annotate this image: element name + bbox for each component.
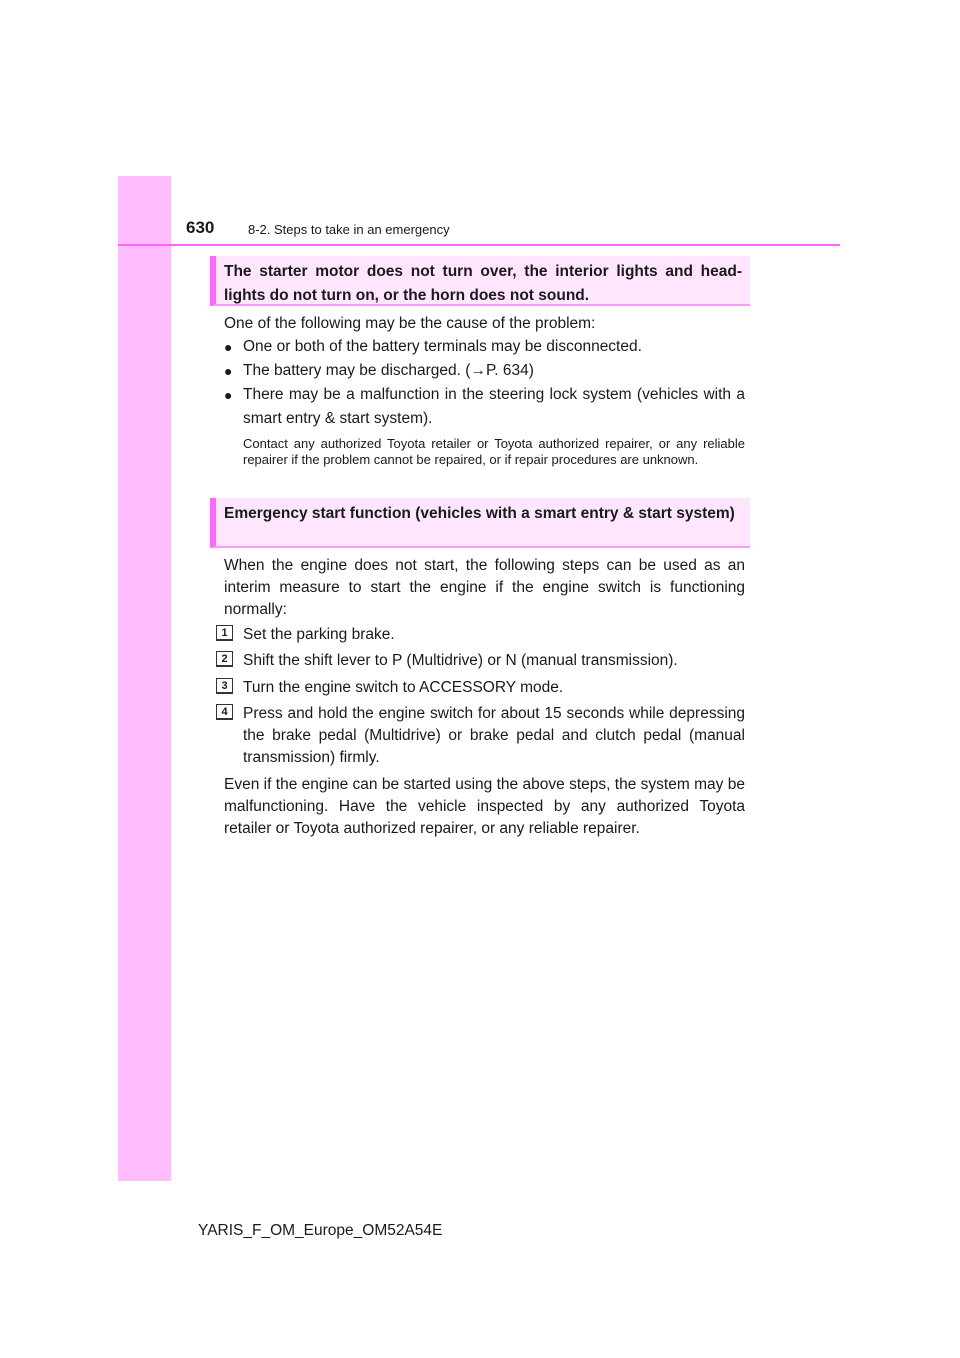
step-item [216, 650, 745, 672]
heading-emergency-start: Emergency start function (vehicles with a smart entry & start system) [210, 498, 750, 548]
bullet-icon: ● [224, 363, 233, 379]
section2-closing: Even if the engine can be started using the above steps, the system may be malfunctioning. Have the vehicle inspected by any authorized Toyota retailer or Toyota authorized repairer, or any reliable repairer. [224, 776, 745, 837]
bullet-text: One or both of the battery terminals may be disconnected. [243, 338, 642, 355]
section2-intro: When the engine does not start, the following steps can be used as an interim measure to start the engine if the engine switch is functioning normally: [224, 557, 745, 618]
header-divider [118, 244, 840, 246]
step-number-badge: 4 [216, 704, 233, 720]
footer-document-code: YARIS_F_OM_Europe_OM52A54E [198, 1222, 443, 1239]
step-item [216, 624, 745, 646]
repair-note: Contact any authorized Toyota retailer or Toyota authorized repairer, or any reliable repairer if the problem cannot be repaired, or if repair procedures are unknown. [243, 436, 745, 467]
list-item [224, 335, 745, 359]
step-number-badge: 1 [216, 625, 233, 641]
section-title: 8-2. Steps to take in an emergency [248, 222, 450, 237]
step-text: Set the parking brake. [243, 626, 395, 643]
chapter-sidebar-tab [118, 176, 171, 1181]
bullet-text: The battery may be discharged. (→P. 634) [243, 362, 534, 379]
step-number-badge: 2 [216, 651, 233, 667]
heading-starter-motor: The starter motor does not turn over, the interior lights and head-lights do not turn on, or the horn does not sound. [210, 256, 750, 306]
bullet-text: There may be a malfunction in the steering lock system (vehicles with a smart entry & start system). [243, 386, 745, 427]
list-item [224, 383, 745, 431]
step-number-badge: 3 [216, 678, 233, 694]
step-text: Press and hold the engine switch for about 15 seconds while depressing the brake pedal (Multidrive) or brake pedal and clutch pedal (manual transmission) firmly. [243, 705, 745, 766]
page-number: 630 [186, 218, 215, 237]
step-text: Shift the shift lever to P (Multidrive) or N (manual transmission). [243, 652, 678, 669]
section1-intro: One of the following may be the cause of the problem: [224, 315, 596, 332]
bullet-icon: ● [224, 387, 233, 403]
step-item [216, 677, 745, 699]
bullet-icon: ● [224, 339, 233, 355]
step-item [216, 703, 745, 769]
step-text: Turn the engine switch to ACCESSORY mode. [243, 679, 564, 696]
list-item [224, 359, 745, 383]
